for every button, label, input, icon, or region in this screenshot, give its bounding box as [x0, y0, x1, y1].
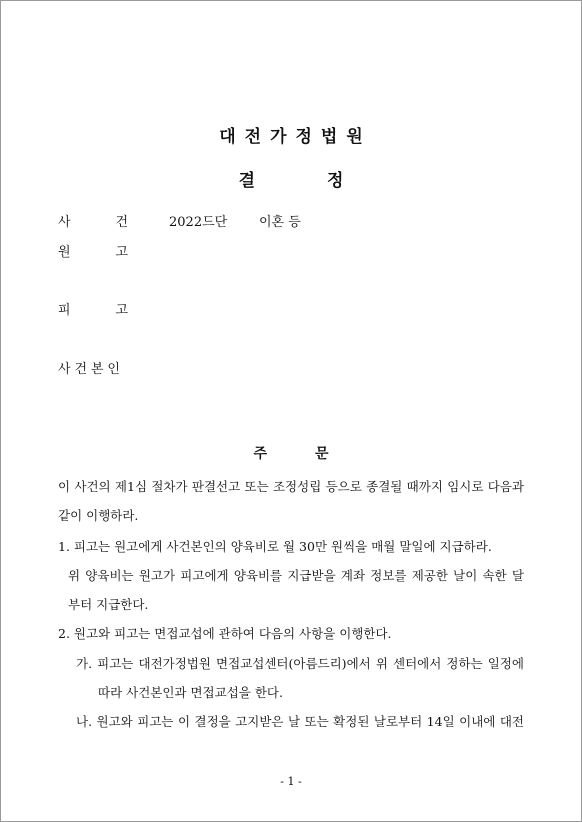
page-number: - 1 -: [280, 775, 302, 788]
case-label-char: 건: [115, 215, 128, 230]
defendant-label: [58, 299, 128, 318]
order-intro-line: 이 사건의 제1심 절차가 판결선고 또는 조정성립 등으로 종결될 때까지 임시로 다음과: [58, 479, 524, 494]
principal-label-char: 사: [58, 362, 71, 377]
principal-label: [58, 358, 120, 377]
order-item-1-sub-line: 부터 지급한다.: [68, 597, 149, 612]
order-item-2a-line: 가. 피고는 대전가정법원 면접교섭센터(아름드리)에서 위 센터에서 정하는 일정에: [76, 656, 524, 671]
order-intro-line: 같이 이행하라.: [58, 508, 139, 523]
court-name: 대전가정법원: [219, 127, 372, 147]
order-item-1-sub-line: 위 양육비는 원고가 피고에게 양육비를 지급받을 계좌 정보를 제공한 날이 속한 달: [68, 568, 524, 583]
principal-label-char: 본: [90, 362, 104, 377]
order-item-1: 1. 피고는 원고에게 사건본인의 양육비로 월 30만 원씩을 매월 말일에 지급하라.: [58, 539, 492, 554]
plaintiff-label-char: 고: [115, 245, 128, 260]
plaintiff-label: [58, 241, 128, 260]
case-name: 이혼 등: [259, 215, 301, 230]
principal-label-char: 인: [107, 362, 120, 377]
defendant-label-char: 피: [58, 303, 71, 318]
case-label-char: 사: [58, 215, 71, 230]
order-item-2b-line: 나. 원고와 피고는 이 결정을 고지받은 날 또는 확정된 날로부터 14일 이내에 대전: [76, 714, 524, 729]
order-item-2: 2. 원고와 피고는 면접교섭에 관하여 다음의 사항을 이행한다.: [58, 626, 392, 641]
plaintiff-label-char: 원: [58, 245, 71, 260]
case-label: [58, 211, 128, 230]
principal-label-char: 건: [74, 362, 88, 377]
order-item-2a-line: 따라 사건본인과 면접교섭을 한다.: [98, 685, 283, 700]
defendant-label-char: 고: [115, 303, 128, 318]
order-title: 주문: [253, 446, 377, 462]
document-type: 결정: [238, 171, 416, 191]
case-number: 2022드단: [169, 215, 228, 230]
